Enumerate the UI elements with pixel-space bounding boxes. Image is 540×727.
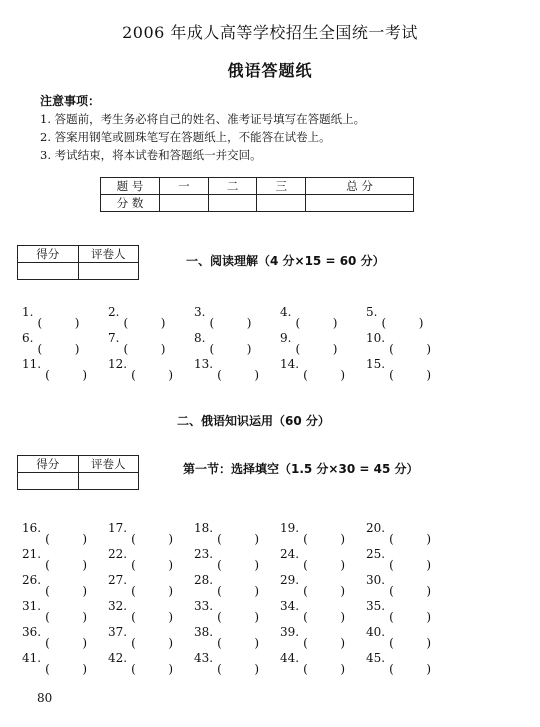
close-paren: ) <box>82 662 88 676</box>
close-paren: ) <box>426 584 432 598</box>
open-paren: ( <box>45 610 50 624</box>
question-number: 21. <box>22 547 42 561</box>
notes-list <box>40 110 365 164</box>
question-number: 36. <box>22 625 42 639</box>
close-paren: ) <box>254 368 260 382</box>
close-paren: ) <box>82 584 88 598</box>
open-paren: ( <box>217 636 222 650</box>
open-paren: ( <box>37 316 43 330</box>
question-number: 31. <box>22 599 42 613</box>
question-number: 13. <box>194 357 214 371</box>
open-paren: ( <box>45 532 50 546</box>
answer-item <box>194 305 252 330</box>
question-number: 12. <box>108 357 128 371</box>
question-number: 43. <box>194 651 214 665</box>
open-paren: ( <box>131 610 136 624</box>
table-cell: 三 <box>257 178 306 195</box>
open-paren: ( <box>389 532 394 546</box>
table-cell: 分 数 <box>101 195 160 212</box>
open-paren: ( <box>303 662 308 676</box>
open-paren: ( <box>209 316 215 330</box>
note-item: 3. 考试结束，将本试卷和答题纸一并交回。 <box>40 148 262 162</box>
question-number: 45. <box>366 651 386 665</box>
open-paren: ( <box>45 368 50 382</box>
answer-item <box>108 651 174 676</box>
answer-item <box>280 651 346 676</box>
note-item: 2. 答案用钢笔或圆珠笔写在答题纸上，不能答在试卷上。 <box>40 130 331 144</box>
table-row <box>101 195 414 212</box>
open-paren: ( <box>303 610 308 624</box>
question-number: 16. <box>22 521 42 535</box>
score-cell[interactable] <box>208 195 257 212</box>
open-paren: ( <box>303 532 308 546</box>
open-paren: ( <box>217 558 222 572</box>
close-paren: ) <box>254 532 260 546</box>
open-paren: ( <box>123 342 129 356</box>
close-paren: ) <box>168 532 174 546</box>
open-paren: ( <box>303 368 308 382</box>
question-number: 33. <box>194 599 214 613</box>
grader-label: 评卷人 <box>78 456 139 473</box>
answer-item <box>22 651 88 676</box>
close-paren: ) <box>340 532 346 546</box>
close-paren: ) <box>340 662 346 676</box>
answer-item <box>194 651 260 676</box>
question-number: 6. <box>22 331 34 345</box>
open-paren: ( <box>381 316 387 330</box>
close-paren: ) <box>426 662 432 676</box>
question-number: 11. <box>22 357 42 371</box>
close-paren: ) <box>332 342 338 356</box>
close-paren: ) <box>340 584 346 598</box>
page-number: 80 <box>37 691 53 705</box>
question-number: 37. <box>108 625 128 639</box>
open-paren: ( <box>303 636 308 650</box>
close-paren: ) <box>168 368 174 382</box>
open-paren: ( <box>217 368 222 382</box>
close-paren: ) <box>168 558 174 572</box>
answer-item <box>366 625 432 650</box>
answer-item <box>108 305 166 330</box>
exam-title: 2006 年成人高等学校招生全国统一考试 <box>122 23 418 42</box>
table-row <box>101 178 414 195</box>
question-number: 24. <box>280 547 300 561</box>
close-paren: ) <box>246 316 252 330</box>
close-paren: ) <box>168 662 174 676</box>
answer-item <box>194 547 260 572</box>
answer-item <box>108 625 174 650</box>
question-number: 5. <box>366 305 378 319</box>
close-paren: ) <box>340 558 346 572</box>
question-number: 27. <box>108 573 128 587</box>
close-paren: ) <box>254 636 260 650</box>
open-paren: ( <box>37 342 43 356</box>
question-number: 3. <box>194 305 206 319</box>
score-cell[interactable] <box>160 195 209 212</box>
answer-item <box>108 599 174 624</box>
question-number: 23. <box>194 547 214 561</box>
answer-item <box>194 599 260 624</box>
close-paren: ) <box>426 636 432 650</box>
table-row <box>18 473 139 490</box>
answer-item <box>280 625 346 650</box>
close-paren: ) <box>82 532 88 546</box>
open-paren: ( <box>131 636 136 650</box>
answer-item <box>366 305 424 330</box>
close-paren: ) <box>246 342 252 356</box>
question-number: 44. <box>280 651 300 665</box>
answer-item <box>22 547 88 572</box>
score-label: 得分 <box>18 246 79 263</box>
close-paren: ) <box>168 610 174 624</box>
table-row <box>18 263 139 280</box>
question-number: 41. <box>22 651 42 665</box>
question-number: 28. <box>194 573 214 587</box>
answer-item <box>366 521 432 546</box>
open-paren: ( <box>209 342 215 356</box>
section-heading-knowledge: 二、俄语知识运用（60 分） <box>177 414 330 428</box>
table-cell: 总 分 <box>306 178 414 195</box>
close-paren: ) <box>254 662 260 676</box>
answer-sheet-title: 俄语答题纸 <box>227 61 313 80</box>
answer-item <box>194 625 260 650</box>
open-paren: ( <box>45 558 50 572</box>
answer-item <box>280 521 346 546</box>
answer-item <box>366 599 432 624</box>
answer-item <box>22 331 80 356</box>
answer-item <box>108 547 174 572</box>
score-cell[interactable] <box>306 195 414 212</box>
table-cell: 题 号 <box>101 178 160 195</box>
open-paren: ( <box>131 532 136 546</box>
note-item: 1. 答题前，考生务必将自己的姓名、准考证号填写在答题纸上。 <box>40 112 366 126</box>
answer-item <box>108 521 174 546</box>
question-number: 14. <box>280 357 300 371</box>
question-number: 38. <box>194 625 214 639</box>
table-cell: 一 <box>160 178 209 195</box>
score-label: 得分 <box>18 456 79 473</box>
close-paren: ) <box>82 610 88 624</box>
answer-item <box>280 305 338 330</box>
question-number: 7. <box>108 331 120 345</box>
close-paren: ) <box>82 636 88 650</box>
open-paren: ( <box>389 342 394 356</box>
open-paren: ( <box>303 584 308 598</box>
answer-item <box>366 357 432 382</box>
answer-item <box>22 625 88 650</box>
close-paren: ) <box>160 316 166 330</box>
open-paren: ( <box>217 662 222 676</box>
answer-item <box>280 547 346 572</box>
close-paren: ) <box>426 532 432 546</box>
answer-item <box>194 331 252 356</box>
question-number: 15. <box>366 357 386 371</box>
question-number: 2. <box>108 305 120 319</box>
grader-entry-cell[interactable] <box>78 473 139 490</box>
close-paren: ) <box>254 558 260 572</box>
close-paren: ) <box>332 316 338 330</box>
score-entry-cell[interactable] <box>18 473 79 490</box>
close-paren: ) <box>82 368 88 382</box>
question-number: 17. <box>108 521 128 535</box>
answer-item <box>108 357 174 382</box>
subsection-heading-multiple-choice: 第一节：选择填空（1.5 分×30 = 45 分） <box>183 462 419 476</box>
close-paren: ) <box>254 584 260 598</box>
answer-item <box>366 331 432 356</box>
answer-item <box>194 357 260 382</box>
question-number: 18. <box>194 521 214 535</box>
question-number: 10. <box>366 331 386 345</box>
question-number: 34. <box>280 599 300 613</box>
close-paren: ) <box>168 584 174 598</box>
answer-item <box>280 599 346 624</box>
answer-item <box>194 521 260 546</box>
grader-entry-cell[interactable] <box>78 263 139 280</box>
answer-item <box>280 331 338 356</box>
question-number: 39. <box>280 625 300 639</box>
open-paren: ( <box>45 636 50 650</box>
question-number: 22. <box>108 547 128 561</box>
open-paren: ( <box>389 584 394 598</box>
answer-item <box>22 521 88 546</box>
answer-item <box>280 573 346 598</box>
section-heading-reading: 一、阅读理解（4 分×15 = 60 分） <box>186 254 385 268</box>
open-paren: ( <box>295 316 301 330</box>
close-paren: ) <box>340 636 346 650</box>
question-number: 42. <box>108 651 128 665</box>
open-paren: ( <box>389 610 394 624</box>
table-row <box>18 456 139 473</box>
open-paren: ( <box>123 316 129 330</box>
grader-box-section2 <box>17 455 139 490</box>
open-paren: ( <box>217 532 222 546</box>
open-paren: ( <box>389 636 394 650</box>
close-paren: ) <box>426 558 432 572</box>
close-paren: ) <box>340 368 346 382</box>
open-paren: ( <box>131 368 136 382</box>
table-cell: 二 <box>208 178 257 195</box>
grader-label: 评卷人 <box>78 246 139 263</box>
question-number: 9. <box>280 331 292 345</box>
open-paren: ( <box>131 662 136 676</box>
close-paren: ) <box>74 316 80 330</box>
open-paren: ( <box>45 662 50 676</box>
answer-item <box>280 357 346 382</box>
score-summary-table <box>100 177 414 212</box>
answer-item <box>22 305 80 330</box>
answer-item <box>108 573 174 598</box>
open-paren: ( <box>303 558 308 572</box>
open-paren: ( <box>389 662 394 676</box>
open-paren: ( <box>389 368 394 382</box>
close-paren: ) <box>340 610 346 624</box>
open-paren: ( <box>389 558 394 572</box>
close-paren: ) <box>254 610 260 624</box>
table-row <box>18 246 139 263</box>
close-paren: ) <box>74 342 80 356</box>
answer-item <box>366 547 432 572</box>
open-paren: ( <box>131 558 136 572</box>
question-number: 32. <box>108 599 128 613</box>
score-cell[interactable] <box>257 195 306 212</box>
question-number: 29. <box>280 573 300 587</box>
close-paren: ) <box>82 558 88 572</box>
open-paren: ( <box>45 584 50 598</box>
question-number: 35. <box>366 599 386 613</box>
open-paren: ( <box>217 610 222 624</box>
answer-item <box>22 599 88 624</box>
open-paren: ( <box>131 584 136 598</box>
open-paren: ( <box>217 584 222 598</box>
question-number: 40. <box>366 625 386 639</box>
answer-item <box>22 573 88 598</box>
question-number: 25. <box>366 547 386 561</box>
answer-item <box>22 357 88 382</box>
question-number: 8. <box>194 331 206 345</box>
answer-item <box>366 651 432 676</box>
answer-item <box>108 331 166 356</box>
grader-box-section1 <box>17 245 139 280</box>
question-number: 1. <box>22 305 34 319</box>
question-number: 20. <box>366 521 386 535</box>
close-paren: ) <box>160 342 166 356</box>
question-number: 19. <box>280 521 300 535</box>
score-entry-cell[interactable] <box>18 263 79 280</box>
open-paren: ( <box>295 342 301 356</box>
notes-heading: 注意事项： <box>40 94 101 108</box>
close-paren: ) <box>426 610 432 624</box>
answer-item <box>194 573 260 598</box>
question-number: 30. <box>366 573 386 587</box>
close-paren: ) <box>418 316 424 330</box>
close-paren: ) <box>426 342 432 356</box>
question-number: 26. <box>22 573 42 587</box>
close-paren: ) <box>426 368 432 382</box>
question-number: 4. <box>280 305 292 319</box>
close-paren: ) <box>168 636 174 650</box>
answer-item <box>366 573 432 598</box>
